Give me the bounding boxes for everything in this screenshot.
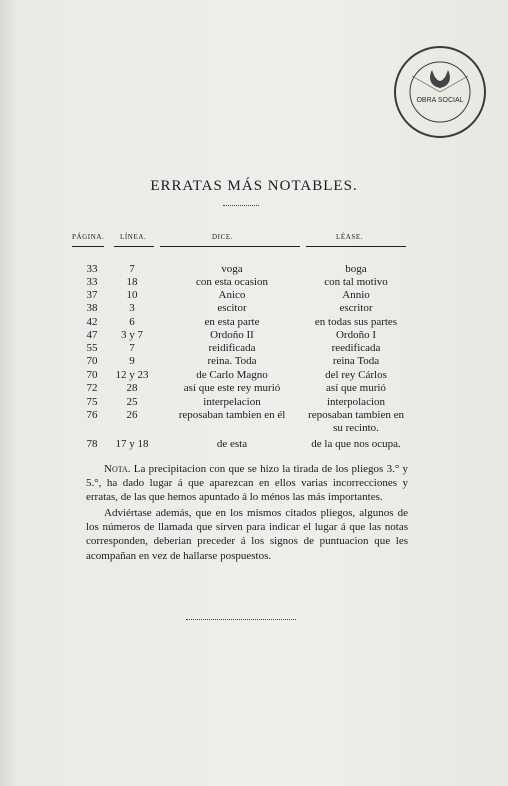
cell-pagina: 37 [86, 289, 98, 301]
page-title: ERRATAS MÁS NOTABLES. [150, 178, 358, 194]
cell-lease: reposaban tambien en [308, 409, 404, 421]
cell-pagina: 33 [86, 276, 98, 288]
header-rule-linea [114, 246, 154, 247]
cell-dice: reina. Toda [207, 355, 257, 367]
cell-linea: 6 [129, 316, 135, 328]
nota-text: La precipitacion con que se hizo la tirada de los pliegos 3.° y 5.°, ha dado lugar á que aparezcan en ellos varias incorrecciones y erratas, de las que hemos apuntado á lo ménos las más importantes. [86, 463, 409, 504]
cell-lease: interpolacion [326, 396, 386, 408]
cell-lease: su recinto. [333, 422, 379, 434]
cell-lease: de la que nos ocupa. [311, 438, 401, 450]
cell-linea: 25 [126, 396, 138, 408]
cell-linea: 18 [126, 276, 138, 288]
cell-dice: en esta parte [204, 316, 260, 328]
cell-lease: reina Toda [332, 355, 380, 367]
cell-linea: 9 [129, 355, 135, 367]
cell-lease: boga [345, 263, 367, 275]
cell-pagina: 75 [86, 396, 98, 408]
cell-pagina: 33 [86, 263, 98, 275]
cell-dice: Ordoño II [210, 329, 254, 341]
cell-pagina: 55 [86, 342, 98, 354]
cell-pagina: 76 [86, 409, 98, 421]
cell-linea: 3 [129, 302, 135, 314]
cell-pagina: 70 [86, 355, 98, 367]
cell-linea: 3 y 7 [121, 329, 143, 341]
nota-paragraph-2: Adviértase además, que en los mismos citados pliegos, algunos de los números de llamada que sirven para indicar el lugar á que las notas corresponden, deberian preceder á los signos de puntuacion que les acompañan en vez de hallarse pospuestos. [86, 507, 408, 562]
cell-lease: reedificada [331, 342, 381, 354]
cell-lease: Annio [342, 289, 370, 301]
cell-dice: Anico [218, 289, 246, 301]
cell-dice: escitor [217, 302, 247, 314]
cell-lease: Ordoño I [335, 329, 377, 341]
cell-dice: interpelacion [203, 396, 261, 408]
cell-dice: reposaban tambien en él [178, 409, 286, 421]
library-stamp [392, 44, 488, 140]
nota-paragraph [86, 462, 408, 505]
cell-lease: del rey Cárlos [325, 369, 387, 381]
title-ornament-rule [223, 205, 259, 206]
cell-pagina: 78 [86, 438, 98, 450]
cell-linea: 12 y 23 [115, 369, 149, 381]
cell-dice: de Carlo Magno [196, 369, 268, 381]
cell-lease: escritor [339, 302, 373, 314]
cell-dice: voga [221, 263, 243, 275]
cell-lease: con tal motivo [324, 276, 388, 288]
cell-lease: en todas sus partes [314, 316, 398, 328]
nota-label: Nota. [104, 463, 131, 475]
header-linea: LÍNEA. [120, 233, 147, 241]
cell-linea: 17 y 18 [115, 438, 149, 450]
cell-pagina: 70 [86, 369, 98, 381]
cell-pagina: 42 [86, 316, 98, 328]
header-rule-lease [306, 246, 406, 247]
stamp-center-text: OBRA SOCIAL [416, 97, 464, 104]
header-dice: DICE. [212, 233, 234, 241]
cell-pagina: 72 [86, 382, 98, 394]
cell-linea: 28 [126, 382, 138, 394]
cell-lease: así que murió [326, 382, 386, 394]
header-rule-dice [160, 246, 300, 247]
cell-pagina: 47 [86, 329, 98, 341]
cell-dice: reidificada [208, 342, 256, 354]
header-rule-pagina [72, 246, 104, 247]
cell-linea: 10 [126, 289, 138, 301]
end-ornament-rule [186, 619, 296, 620]
header-pagina: PÁGINA. [72, 233, 105, 241]
cell-linea: 26 [126, 409, 138, 421]
cell-linea: 7 [129, 342, 135, 354]
cell-dice: de esta [216, 438, 248, 450]
header-lease: LÉASE. [336, 233, 364, 241]
cell-linea: 7 [129, 263, 135, 275]
cell-dice: con esta ocasion [195, 276, 269, 288]
cell-dice: así que este rey murió [183, 382, 281, 394]
cell-pagina: 38 [86, 302, 98, 314]
